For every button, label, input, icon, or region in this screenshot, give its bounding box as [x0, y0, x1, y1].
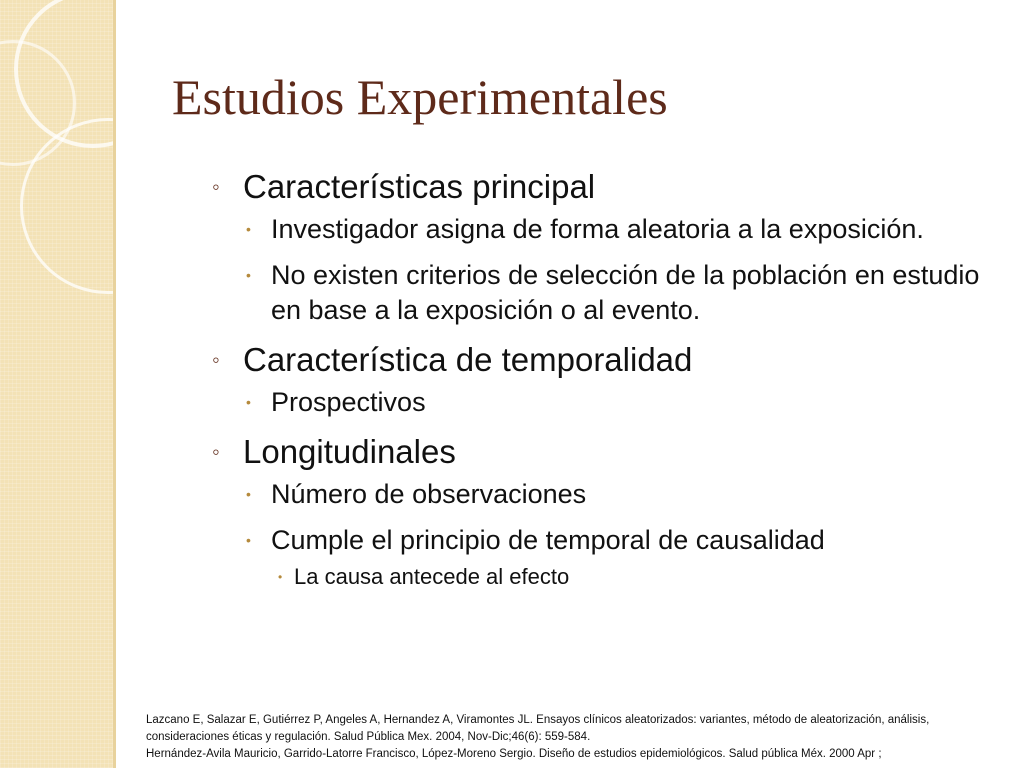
- dot-bullet-icon: •: [246, 267, 251, 283]
- hollow-circle-bullet-icon: ◦: [212, 347, 220, 372]
- slide-title: Estudios Experimentales: [172, 69, 668, 125]
- bullet-text: Longitudinales: [243, 433, 456, 470]
- sub-bullet-text: Número de observaciones: [271, 479, 587, 509]
- bullet-text: Características principal: [243, 168, 596, 205]
- dot-bullet-icon: •: [246, 486, 251, 502]
- sub-sub-bullet-causa: [278, 562, 1002, 592]
- sub-bullet-text: Prospectivos: [271, 387, 426, 417]
- bullet-temporalidad: [212, 339, 1002, 381]
- dot-bullet-icon: •: [246, 394, 251, 410]
- hollow-circle-bullet-icon: ◦: [212, 439, 220, 464]
- sub-bullet-text: Investigador asigna de forma aleatoria a la exposición.: [271, 214, 924, 244]
- sub-sub-bullet-text: La causa antecede al efecto: [294, 564, 570, 589]
- sub-bullet-observaciones: [246, 477, 1002, 512]
- sub-bullet-causalidad: [246, 523, 1002, 558]
- reference-lazcano: Lazcano E, Salazar E, Gutiérrez P, Angeles A, Hernandez A, Viramontes JL. Ensayos clínicos aleatorizados: variantes, método de aleatorización, análisis, consideraciones éticas y regulación. Salud Pública Mex. 2004, Nov-Dic;46(6): 559-584.: [146, 714, 930, 743]
- bullet-text: Característica de temporalidad: [243, 341, 693, 378]
- references: [146, 712, 1006, 763]
- hollow-circle-bullet-icon: ◦: [212, 174, 220, 199]
- bullet-longitudinales: [212, 431, 1002, 473]
- sub-bullet-text: Cumple el principio de temporal de causalidad: [271, 525, 825, 555]
- bullet-caracteristicas: [212, 166, 1002, 208]
- sub-bullet-prospectivos: [246, 385, 1002, 420]
- side-panel-edge: [113, 0, 116, 768]
- decorative-side-panel: [0, 0, 113, 768]
- slide-body: [212, 166, 1002, 592]
- reference-hernandez: Hernández-Avila Mauricio, Garrido-Latorre Francisco, López-Moreno Sergio. Diseño de estudios epidemiológicos. Salud pública Méx. 2000 Apr ;: [146, 748, 882, 760]
- dot-bullet-icon: •: [246, 532, 251, 548]
- sub-bullet-investigador: [246, 212, 1002, 247]
- sub-bullet-criterios: [246, 258, 1002, 328]
- dot-bullet-icon: •: [246, 221, 251, 237]
- sub-bullet-text: No existen criterios de selección de la población en estudio en base a la exposición o al evento.: [271, 260, 980, 325]
- dot-bullet-icon: •: [278, 570, 283, 584]
